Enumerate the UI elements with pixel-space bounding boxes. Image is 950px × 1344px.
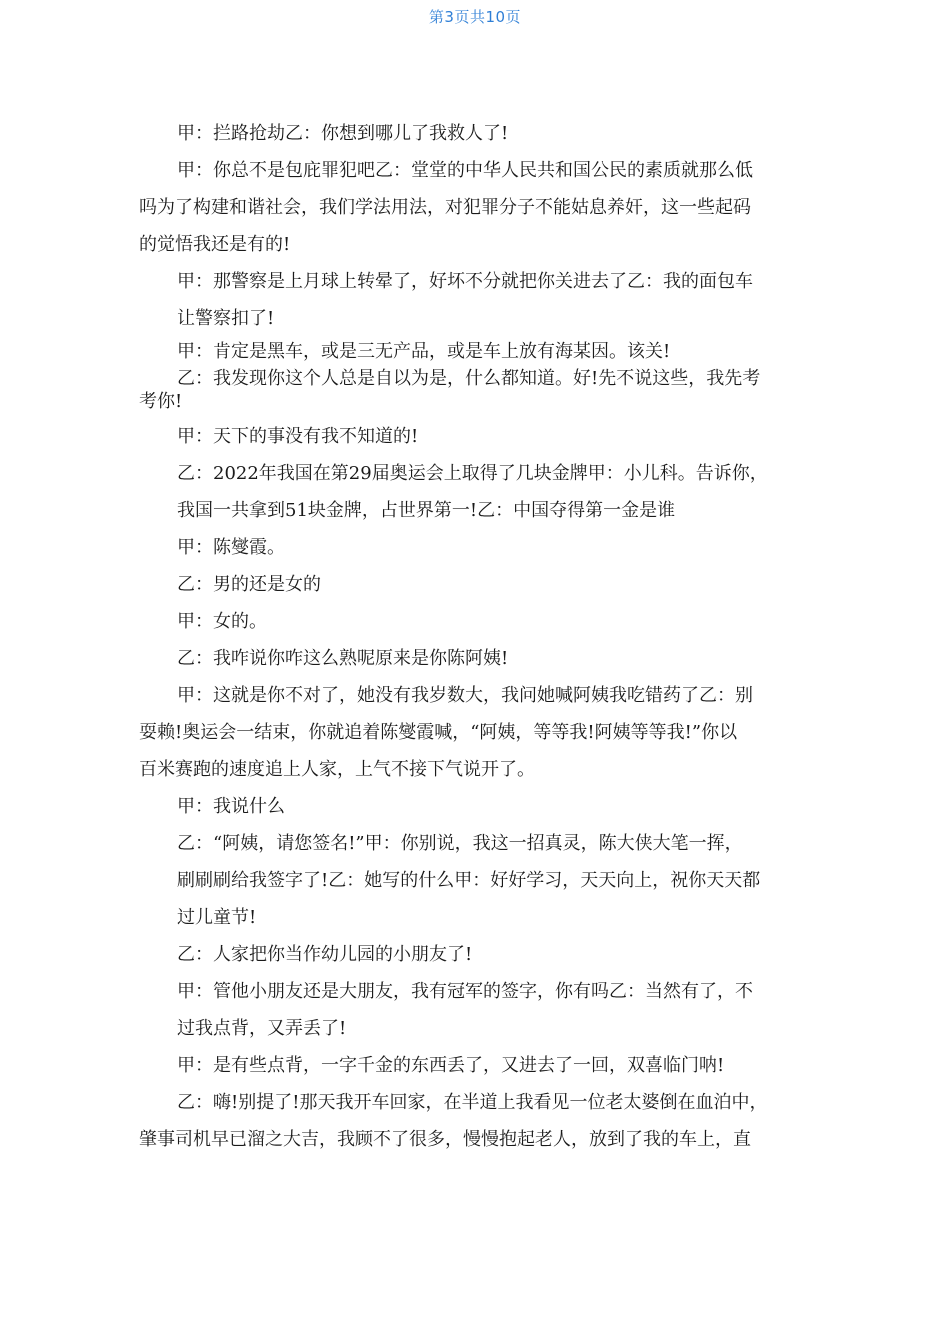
paragraph-line: 甲：我说什么 — [177, 796, 285, 817]
paragraph-line: 甲：天下的事没有我不知道的! — [177, 426, 419, 447]
paragraph-line: 甲：肯定是黑车，或是三无产品，或是车上放有海某因。该关! — [177, 341, 671, 362]
paragraph-line: 乙：男的还是女的 — [177, 574, 321, 595]
document-body — [139, 115, 803, 1158]
paragraph-line: 甲：拦路抢劫乙：你想到哪儿了我救人了! — [177, 123, 509, 144]
paragraph-line: 过我点背，又弄丢了! — [177, 1018, 347, 1039]
paragraph-line: 百米赛跑的速度追上人家，上气不接下气说开了。 — [139, 759, 535, 780]
paragraph-line: 肇事司机早已溜之大吉，我顾不了很多，慢慢抱起老人，放到了我的车上，直 — [139, 1129, 751, 1150]
paragraph-line: 耍赖!奥运会一结束，你就追着陈燮霞喊，“阿姨，等等我!阿姨等等我!”你以 — [139, 722, 738, 743]
paragraph-line: 考你! — [139, 391, 183, 412]
paragraph-line: 乙：人家把你当作幼儿园的小朋友了! — [177, 944, 473, 965]
paragraph-line: 乙：嗨!别提了!那天我开车回家，在半道上我看见一位老太婆倒在血泊中， — [177, 1092, 768, 1113]
paragraph-line: 甲：你总不是包庇罪犯吧乙：堂堂的中华人民共和国公民的素质就那么低 — [177, 160, 753, 181]
paragraph-line: 乙：我咋说你咋这么熟呢原来是你陈阿姨! — [177, 648, 509, 669]
paragraph-line: 乙：“阿姨，请您签名!”甲：你别说，我这一招真灵，陈大侠大笔一挥， — [177, 833, 743, 854]
paragraph-line: 的觉悟我还是有的! — [139, 234, 291, 255]
paragraph-line: 我国一共拿到51块金牌，占世界第一!乙：中国夺得第一金是谁 — [177, 500, 676, 521]
paragraph-line: 吗为了构建和谐社会，我们学法用法，对犯罪分子不能姑息养奸，这一些起码 — [139, 197, 751, 218]
page-indicator: 第3页共10页 — [428, 8, 522, 26]
paragraph-line: 让警察扣了! — [177, 308, 275, 329]
paragraph-line: 乙：我发现你这个人总是自以为是，什么都知道。好!先不说这些，我先考 — [177, 368, 761, 389]
paragraph-line: 过儿童节! — [177, 907, 257, 928]
paragraph-line: 甲：这就是你不对了，她没有我岁数大，我问她喊阿姨我吃错药了乙：别 — [177, 685, 753, 706]
paragraph-line: 甲：是有些点背，一字千金的东西丢了，又进去了一回，双喜临门呐! — [177, 1055, 725, 1076]
paragraph-line: 刷刷刷给我签字了!乙：她写的什么甲：好好学习，天天向上，祝你天天都 — [177, 870, 761, 891]
paragraph-line: 甲：女的。 — [177, 611, 267, 632]
paragraph-line: 甲：陈燮霞。 — [177, 537, 285, 558]
paragraph-line: 乙：2022年我国在第29届奥运会上取得了几块金牌甲：小儿科。告诉你， — [177, 463, 768, 484]
paragraph-line: 甲：那警察是上月球上转晕了，好坏不分就把你关进去了乙：我的面包车 — [177, 271, 753, 292]
paragraph-line: 甲：管他小朋友还是大朋友，我有冠军的签字，你有吗乙：当然有了，不 — [177, 981, 753, 1002]
